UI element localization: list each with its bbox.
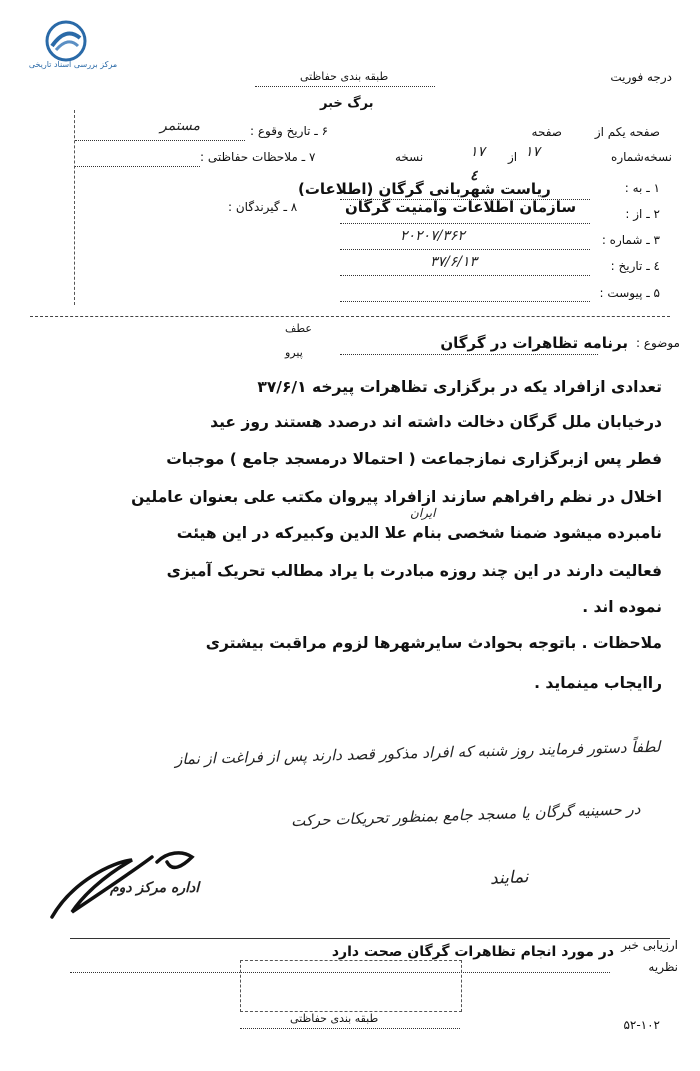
body-line: تعدادی ازافراد یکه در برگزاری تظاهرات پیرخه ۳۷/۶/۱ (257, 378, 662, 396)
classification-top: طبقه بندی حفاظتی (300, 70, 389, 83)
ref-peyro: پیرو (285, 346, 303, 359)
field-4-label: ٤ ـ تاریخ : (610, 259, 660, 273)
archive-logo (38, 20, 94, 62)
classification-bottom: طبقه بندی حفاظتی (290, 1012, 379, 1025)
body-line: اخلال در نظم رافراهم سازند ازافراد پیروان مکتب علی بعنوان عاملین (131, 488, 662, 506)
evaluation-value: در مورد انجام تظاهرات گرگان صحت دارد (331, 944, 614, 960)
ref-atf: عطف (285, 322, 312, 335)
body-line: نامبرده میشود ضمنا شخصی بنام علا الدین وکبیرکه در این هیئت (176, 524, 662, 542)
body-line: راایجاب مینماید . (534, 674, 662, 692)
field-4-value: ۳۷/۶/۱۳ (430, 254, 478, 270)
body-line: درخیابان ملل گرگان دخالت داشته اند درصدد هستند روز عید (210, 413, 662, 431)
field-6-value: مستمر (160, 118, 201, 134)
interline-note: ایران (410, 506, 436, 520)
field-1-mark: ٤ (470, 168, 478, 184)
evaluation-label: ارزیابی خبر (621, 938, 678, 952)
page-label: صفحه یکم از (594, 125, 660, 139)
field-5-label: ۵ ـ پیوست : (599, 286, 660, 300)
subject-value: برنامه تظاهرات در گرگان (440, 334, 628, 352)
field-1-value: ریاست شهربانی گرگان (اطلاعات) (298, 180, 551, 198)
footer-box (240, 960, 462, 1012)
signature-text: اداره مرکز دوم (110, 880, 200, 896)
field-2-value: سازمان اطلاعات وامنیت گرگان (345, 198, 577, 216)
archive-logo-icon (38, 20, 94, 62)
field-3-label: ۳ ـ شماره : (601, 233, 660, 247)
field-3-value: ۲۰۲۰۷/۳۶۲ (400, 228, 465, 244)
field-1-label: ۱ ـ به : (624, 181, 660, 195)
body-line: نموده اند . (582, 598, 662, 616)
subject-label: موضوع : (635, 336, 680, 350)
form-code: ۵۲-۱۰۲ (623, 1018, 660, 1032)
copy-suffix: نسخه (395, 150, 424, 164)
copy-number-value: ۱۷ (525, 144, 541, 160)
opinion-label: نظریه (648, 960, 678, 974)
field-2-label: ۲ ـ از : (625, 207, 660, 221)
copy-from-value: ۱۷ (470, 144, 486, 160)
page-suffix: صفحه (531, 125, 562, 139)
field-7-label: ۷ ـ ملاحظات حفاظتی : (200, 150, 316, 164)
handwritten-line-1: لطفاً دستور فرمایند روز شنبه که افراد مذکور قصد دارند پس از فراغت از نماز (174, 737, 661, 769)
form-title: برگ خبر (320, 96, 374, 111)
field-8-label: ۸ ـ گیرندگان : (228, 200, 298, 214)
archive-logo-text: مرکز بررسی اسناد تاریخی (28, 60, 118, 69)
body-line: ملاحظات . باتوجه بحوادث سایرشهرها لزوم مراقبت بیشتری (205, 634, 662, 652)
priority-label: درجه فوریت (610, 70, 672, 84)
handwritten-line-2: در حسینیه گرگان یا مسجد جامع بمنظور تحریکات حرکت (290, 799, 641, 831)
field-6-label: ۶ ـ تاریخ وقوع : (250, 124, 329, 138)
copy-from-label: از (508, 150, 518, 164)
copy-number-label: نسخه‌شماره (611, 150, 672, 164)
body-line: فعالیت دارند در این چند روزه مبادرت با یراد مطالب تحریک آمیزی (166, 562, 662, 580)
body-line: فطر پس ازبرگزاری نمازجماعت ( احتمالا درمسجد جامع ) موجبات (166, 450, 662, 468)
handwritten-line-3: نمایند (489, 867, 530, 889)
